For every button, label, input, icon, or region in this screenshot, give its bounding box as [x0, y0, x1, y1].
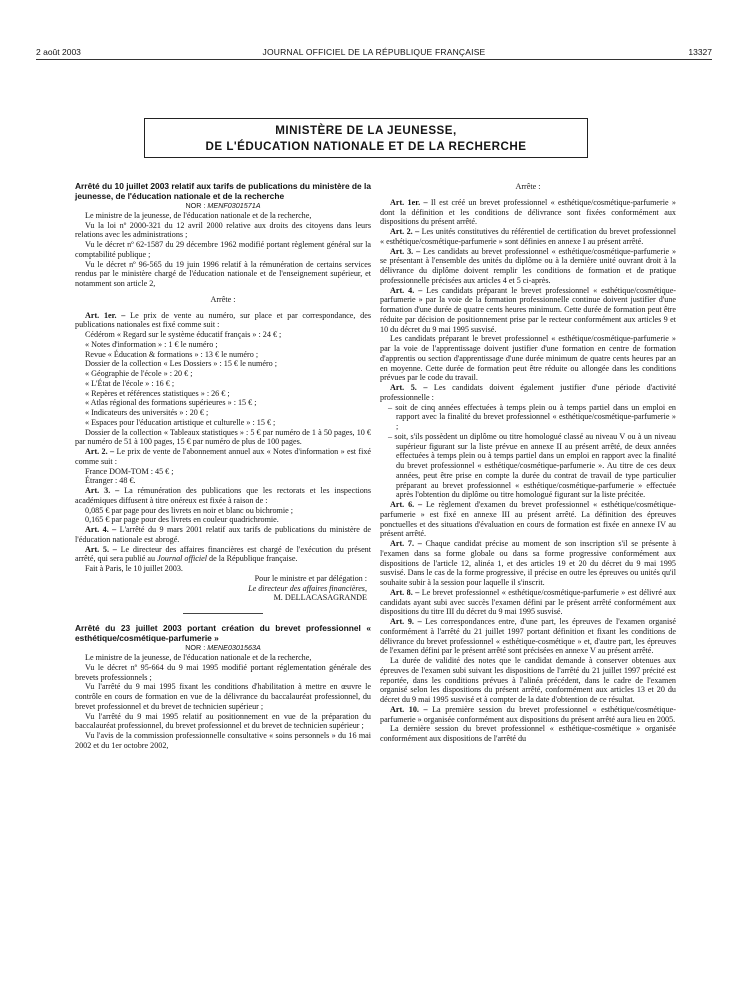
price-item: Dossier de la collection « Les Dossiers » : 15 € le numéro ;	[85, 359, 278, 369]
header-page-number: 13327	[688, 47, 712, 57]
right-column	[380, 182, 676, 744]
b-art3	[380, 247, 676, 286]
price-item: « Indicateurs des universités » : 20 € ;	[85, 408, 209, 418]
price-item: « Atlas régional des formations supérieures » : 15 € ;	[85, 398, 257, 408]
b-art8	[380, 588, 676, 617]
left-column	[75, 182, 371, 751]
article-text: Il est créé un brevet professionnel « esthétique/cosmétique-parfumerie » dont la définition et les conditions de délivrance sont fixées conformément aux dispositions du présent arrêté.	[380, 197, 676, 227]
nor-code: MENE0301563A	[207, 643, 261, 653]
b-art7	[380, 539, 676, 588]
arrete-1-nor	[75, 201, 371, 211]
a1-art1	[75, 311, 371, 331]
article-label: Art. 4. –	[390, 285, 423, 295]
journal-name: Journal officiel	[157, 554, 207, 564]
b-art4-p2: Les candidats préparant le brevet professionnel « esthétique/cosmétique-parfumerie » par la voie de l'apprentissage doivent justifier d'une formation en centre de formation d'apprentis ou section d'apprentissage d'une durée minimum de quatre cents heures par an en moyenne. Cette durée de formation peut être réduite ou allongée dans les conditions prévues par le code du travail.	[380, 334, 676, 383]
article-text: Le directeur des affaires financières est chargé de l'exécution du présent arrêté, qui sera publié au	[75, 544, 372, 564]
b-art5	[380, 383, 676, 403]
article-text: Les candidats préparant le brevet professionnel « esthétique/cosmétique-parfumerie » par la voie de la formation professionnelle continue doivent justifier d'une formation d'une durée de quatre cents heures minimum. Cette durée de formation peut être réduite par décision de positionnement prise par le recteur conformément aux articles 9 et 10 du décret du 9 mai 1995 susvisé.	[380, 285, 677, 334]
ministry-line-1: MINISTÈRE DE LA JEUNESSE,	[275, 124, 457, 137]
article-text: Le règlement d'examen du brevet professionnel « esthétique/cosmétique-parfumerie » est fixé en annexe III au présent arrêté. La définition des épreuves ponctuelles et des situations d'évaluation en cours de formation est fixée en annexe IV au présent arrêté.	[380, 500, 677, 539]
price-item: Dossier de la collection « Tableaux statistiques » : 5 € par numéro de 1 à 50 pages, 10 € par numéro de 51 à 100 pages, 15 € par numéro de plus de 100 pages.	[75, 427, 371, 447]
a1-art5	[75, 545, 371, 565]
article-text: Chaque candidat précise au moment de son inscription s'il se présente à l'examen dans sa forme globale ou dans sa forme progressive conformément aux dispositions de l'article 12, alinéa 1, et des articles 19 et 20 du décret du 9 mai 1995 susvisé. Dans le cas de la forme progressive, il précise en outre les épreuves ou unités qu'il souhaite subir à la session pour laquelle il s'inscrit.	[380, 539, 677, 587]
header-journal-title: JOURNAL OFFICIEL DE LA RÉPUBLIQUE FRANÇAISE	[262, 47, 486, 57]
subscription-item: France DOM-TOM : 45 € ;	[85, 466, 174, 476]
a2-para: Vu l'arrêté du 9 mai 1995 fixant les conditions d'habilitation à mettre en œuvre le contrôle en cours de formation en vue de la délivrance du baccalauréat professionnel, du brevet professionnel et du brevet de technicien supérieur ;	[75, 682, 371, 711]
arrete-heading: Arrête :	[515, 182, 541, 191]
nor-code: MENF0301571A	[207, 201, 261, 211]
b-art6	[380, 500, 676, 539]
a1-art4	[75, 525, 371, 545]
b-art4	[380, 286, 676, 335]
article-text: La rémunération des publications que les rectorats et les inspections académiques diffusent à titre onéreux est fixée à raison de :	[75, 486, 371, 505]
arrete-1-title: Arrêté du 10 juillet 2003 relatif aux tarifs de publications du ministère de la jeunesse, de l'éducation nationale et de la recherche	[75, 181, 372, 201]
subscription-item: Étranger : 48 €.	[85, 476, 136, 486]
article-text: Le prix de vente au numéro, sur place et par correspondance, des publications nationales est fixé comme suit :	[75, 310, 371, 330]
article-text: Le prix de vente de l'abonnement annuel aux « Notes d'information » est fixé comme suit :	[75, 447, 372, 466]
price-item: « Espaces pour l'éducation artistique et culturelle » : 15 € ;	[85, 417, 276, 427]
article-label: Art. 9. –	[390, 617, 422, 626]
a1-para: Vu le décret nº 96-565 du 19 juin 1996 relatif à la rémunération de certains services rendus par le ministère chargé de l'éducation nationale et de l'enseignement supérieur, et notamment son article 2,	[75, 259, 371, 289]
article-label: Art. 5. –	[85, 544, 117, 554]
article-label: Art. 2. –	[85, 447, 115, 457]
price-item: Revue « Éducation & formations » : 13 € le numéro ;	[85, 349, 259, 359]
b-art10-p2: La dernière session du brevet professionnel « esthétique-cosmétique » organisée conformément aux dispositions de l'arrêté du	[380, 724, 676, 743]
a1-art3	[75, 486, 371, 506]
article-text: Les candidats au brevet professionnel « esthétique/cosmétique-parfumerie » se présentant à l'ensemble des unités du diplôme ou à la dernière unité ouvrant droit à la délivrance du diplôme doivent remplir les conditions de formation et de pratique professionnelle précisées aux articles 4 et 5 ci-après.	[380, 246, 677, 285]
price-item: « Repères et références statistiques » : 26 € ;	[85, 388, 230, 398]
article-label: Art. 6. –	[390, 500, 423, 509]
a1-art2	[75, 447, 371, 467]
price-item: Cédérom « Regard sur le système éducatif français » : 24 € ;	[85, 330, 282, 340]
a1-para: Le ministre de la jeunesse, de l'éducation nationale et de la recherche,	[85, 210, 312, 220]
article-text: L'arrêté du 9 mars 2001 relatif aux tarifs de publications du ministère de l'éducation nationale est abrogé.	[75, 525, 371, 544]
header-date: 2 août 2003	[36, 47, 81, 57]
a2-para: Le ministre de la jeunesse, de l'éducation nationale et de la recherche,	[85, 653, 312, 663]
article-label: Art. 3. –	[390, 246, 421, 256]
nor-label: NOR :	[185, 201, 208, 211]
a1-para: Vu la loi nº 2000-321 du 12 avril 2000 relative aux droits des citoyens dans leurs relations avec les administrations ;	[75, 220, 371, 240]
arrete-2-nor	[75, 643, 371, 653]
a2-para: Vu l'arrêté du 9 mai 1995 relatif au positionnement en vue de la préparation du baccalauréat professionnel, du brevet professionnel et du brevet de technicien supérieur ;	[75, 711, 371, 731]
article-text: de la République française.	[207, 554, 298, 564]
rate-item: 0,085 € par page pour des livrets en noir et blanc ou bichromie ;	[85, 505, 294, 515]
signature-line-1: Pour le ministre et par délégation :	[254, 573, 367, 583]
separator	[183, 613, 263, 614]
article-text: Les unités constitutives du référentiel de certification du brevet professionnel « esthétique/cosmétique-parfumerie » sont définies en annexe I au présent arrêté.	[380, 227, 676, 246]
arrete-heading: Arrête :	[210, 294, 236, 304]
article-label: Art. 2. –	[390, 227, 420, 236]
article-label: Art. 10. –	[390, 704, 428, 714]
b-art2	[380, 227, 676, 247]
a2-para: Vu l'avis de la commission professionnelle consultative « soins personnels » du 16 mai 2002 et du 1er octobre 2002,	[75, 731, 371, 750]
article-text: Le brevet professionnel « esthétique/cosmétique-parfumerie » est délivré aux candidats ayant subi avec succès l'examen défini par le présent arrêté conformément aux dispositions du titre III du décret du 9 mai 1995 susvisé.	[380, 587, 676, 617]
header-rule	[36, 59, 712, 60]
b-art1	[380, 198, 676, 227]
b-art9-p2: La durée de validité des notes que le candidat demande à conserver obtenues aux épreuves de l'examen subi suivant les dispositions de l'arrêté du 21 juillet 1997 précité est reportée, dans les conditions prévues à l'alinéa précédent, dans le cadre de l'examen organisé selon les dispositions du présent arrêté, conformément aux articles 13 et 20 du décret du 9 mai 1995 susvisé et à compter de la date d'obtention de ce résultat.	[380, 656, 676, 704]
rate-item: 0,165 € par page pour des livrets en couleur quadrichromie.	[85, 515, 279, 525]
b-art10	[380, 705, 676, 725]
article-text: La première session du brevet professionnel « esthétique/cosmétique-parfumerie » organisée conformément aux dispositions du présent arrêté aura lieu en 2005.	[380, 704, 676, 724]
price-item: « Notes d'information » : 1 € le numéro ;	[85, 339, 218, 349]
nor-label: NOR :	[185, 643, 208, 653]
done-at: Fait à Paris, le 10 juillet 2003.	[85, 564, 183, 574]
price-item: « Géographie de l'école » : 20 € ;	[85, 369, 193, 379]
article-label: Art. 1er. –	[85, 310, 126, 320]
page-header	[36, 44, 712, 60]
a2-para: Vu le décret nº 95-664 du 9 mai 1995 modifié portant réglementation générale des brevets professionnels ;	[75, 662, 371, 682]
article-label: Art. 8. –	[390, 587, 420, 597]
ministry-box	[144, 118, 588, 158]
article-label: Art. 4. –	[85, 525, 117, 535]
arrete-2-title: Arrêté du 23 juillet 2003 portant création du brevet professionnel « esthétique/cosmétique-parfumerie »	[75, 623, 371, 643]
a1-para: Vu le décret nº 62-1587 du 29 décembre 1962 modifié portant règlement général sur la comptabilité publique ;	[75, 240, 371, 259]
b-art9	[380, 617, 676, 656]
article-label: Art. 7. –	[390, 539, 422, 548]
article-text: Les candidats doivent également justifier d'une période d'activité professionnelle :	[380, 383, 677, 402]
article-text: Les correspondances entre, d'une part, les épreuves de l'examen organisé conformément à l'arrêté du 21 juillet 1997 portant définition et fixant les conditions de délivrance du brevet professionnel « esthétique-cosmétique » et, d'autre part, les épreuves de l'examen défini par le présent arrêté sont précisées en annexe V au présent arrêté.	[380, 617, 676, 656]
signature-line-2: Le directeur des affaires financières,	[248, 583, 367, 593]
b-art5-item: – soit de cinq années effectuées à temps plein ou à temps partiel dans un emploi en rapport avec la finalité du brevet professionnel « esthétique/cosmétique-parfumerie » ;	[388, 402, 676, 431]
article-label: Art. 1er. –	[390, 197, 428, 207]
signature-name: M. DELLACASAGRANDE	[273, 593, 367, 603]
b-art5-item: – soit, s'ils possèdent un diplôme ou titre homologué classé au niveau V ou à un niveau supérieur figurant sur la liste prévue en annexe II au présent arrêté, de deux années effectuées à temps plein ou à temps partiel dans un emploi en rapport avec la finalité du brevet professionnel « esthétique/cosmétique-parfumerie ». Au titre de ces deux années, peut être prise en compte la durée du contrat de travail de type particulier préparant au brevet professionnel « esthétique/cosmétique-parfumerie » effectuée après l'obtention du diplôme ou titre homologué figurant sur la liste précitée.	[388, 431, 676, 500]
article-label: Art. 5. –	[390, 383, 428, 392]
ministry-line-2: DE L'ÉDUCATION NATIONALE ET DE LA RECHERCHE	[205, 140, 527, 153]
article-label: Art. 3. –	[85, 486, 120, 496]
price-item: « L'État de l'école » : 16 € ;	[85, 378, 175, 388]
